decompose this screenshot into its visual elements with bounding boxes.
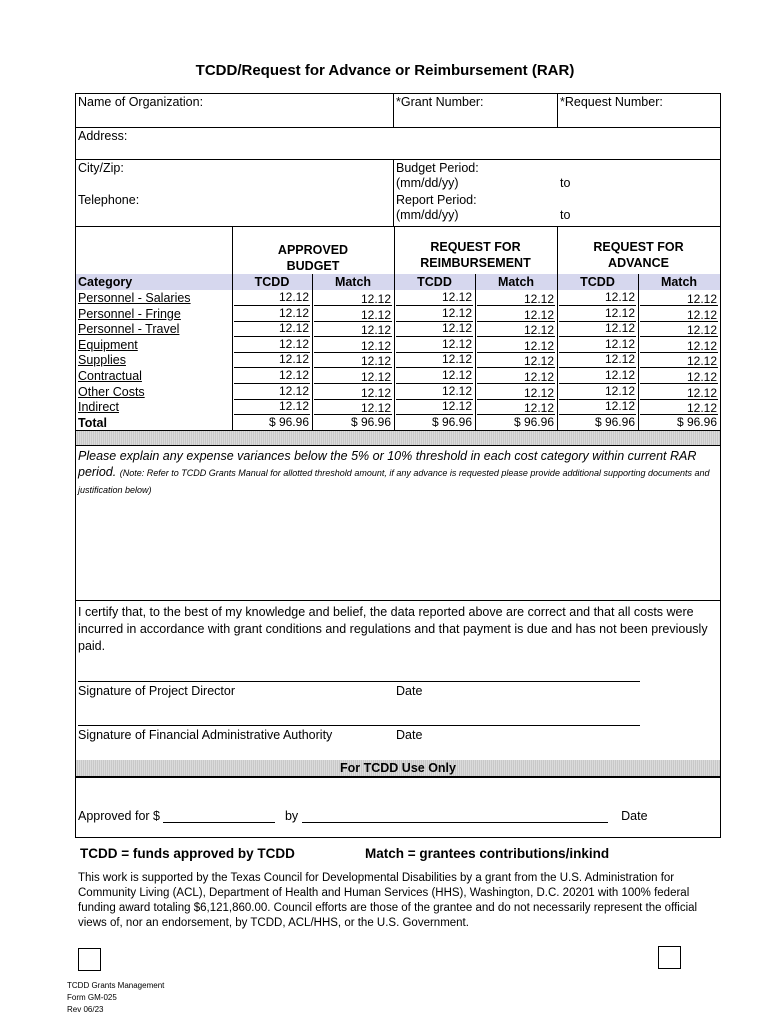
amount-cell[interactable]: 12.12 [441,368,472,382]
budget-period-label: Budget Period: [396,161,479,175]
amount-cell[interactable]: 12.12 [278,305,309,320]
amount-cell[interactable]: 12.12 [360,385,391,400]
amount-cell[interactable]: 12.12 [360,354,391,369]
reimbursement-header: REQUEST FOR REIMBURSEMENT [420,240,531,270]
cell-underline [314,305,392,306]
cell-underline [314,352,392,353]
amount-cell[interactable]: 12.12 [604,290,635,304]
amount-cell[interactable]: 12.12 [686,385,717,400]
amount-cell[interactable]: 12.12 [278,352,309,367]
amount-cell[interactable]: 12.12 [278,336,309,351]
amount-cell[interactable]: 12.12 [686,401,717,416]
divider [75,600,721,601]
divider [75,445,721,446]
amount-cell[interactable]: 12.12 [523,385,554,400]
total-cell[interactable]: $ 96.96 [350,414,391,429]
request-number-field[interactable]: *Request Number: [560,95,663,109]
financial-signature-label: Signature of Financial Administrative Authority [78,728,333,742]
cell-underline [314,367,392,368]
cell-underline [477,336,555,337]
divider [557,93,558,127]
category-label: Equipment [78,337,138,352]
amount-cell[interactable]: 12.12 [278,368,309,382]
category-label: Personnel - Salaries [78,291,191,305]
table-footer-band [76,431,720,445]
cell-underline [314,383,392,384]
director-signature-label: Signature of Project Director [78,684,236,698]
organization-name-field[interactable]: Name of Organization: [78,95,204,109]
cell-underline [477,383,555,384]
amount-cell[interactable]: 12.12 [604,336,635,351]
amount-cell[interactable]: 12.12 [441,399,472,414]
cell-underline [640,305,718,306]
budget-period-format[interactable]: (mm/dd/yy) [396,176,459,190]
amount-cell[interactable]: 12.12 [686,354,717,369]
checkbox-right[interactable] [658,946,681,969]
approved-amount-field[interactable] [163,822,275,823]
divider [75,127,721,128]
amount-cell[interactable]: 12.12 [523,323,554,338]
cell-underline [477,367,555,368]
amount-cell[interactable]: 12.12 [604,305,635,320]
cell-underline [640,321,718,322]
certification-statement: I certify that, to the best of my knowledge and belief, the data reported above are correct and that all costs were incurred in accordance with grant conditions and regulations and that payment is due and has not been previously paid. [78,605,708,653]
cell-underline [640,367,718,368]
amount-cell[interactable]: 12.12 [523,354,554,369]
report-period-label: Report Period: [396,193,477,207]
amount-cell[interactable]: 12.12 [360,370,391,384]
column-header-tcdd: TCDD [580,275,615,289]
total-cell[interactable]: $ 96.96 [676,414,717,429]
amount-cell[interactable]: 12.12 [441,336,472,351]
approved-label: Approved for $ [78,809,160,823]
amount-cell[interactable]: 12.12 [686,338,717,353]
tcdd-use-title: For TCDD Use Only [340,761,456,775]
amount-cell[interactable]: 12.12 [604,352,635,367]
cell-underline [477,321,555,322]
cell-underline [640,383,718,384]
amount-cell[interactable]: 12.12 [360,307,391,322]
amount-cell[interactable]: 12.12 [686,292,717,306]
city-zip-field[interactable]: City/Zip: [78,161,124,175]
amount-cell[interactable]: 12.12 [278,399,309,414]
amount-cell[interactable]: 12.12 [686,307,717,322]
divider [393,159,394,226]
cell-underline [314,336,392,337]
column-header-tcdd: TCDD [417,275,452,289]
amount-cell[interactable]: 12.12 [441,383,472,398]
divider [393,93,394,127]
divider [75,226,721,227]
cell-underline [640,352,718,353]
category-label: Personnel - Travel [78,322,180,337]
amount-cell[interactable]: 12.12 [360,323,391,338]
amount-cell[interactable]: 12.12 [523,370,554,384]
amount-cell[interactable]: 12.12 [278,383,309,398]
amount-cell[interactable]: 12.12 [523,338,554,353]
form-footer [67,980,164,1016]
category-header: Category [78,275,133,289]
category-label: Indirect [78,400,119,415]
cell-underline [477,352,555,353]
amount-cell[interactable]: 12.12 [441,290,472,304]
advance-header: REQUEST FOR ADVANCE [593,240,684,270]
support-statement: This work is supported by the Texas Council for Developmental Disabilities by a grant from the U.S. Administration for Community Living (ACL), Department of Health and Human Services (HHS), Washington, D.C. 20201 with 100% federal funding award totaling $6,121,860.00. Council efforts are those of the grantee and do not necessarily represent the official views of, nor an endorsement, by TCDD, ACL/HHS, or the U.S. Government. [78,872,698,929]
cell-underline [314,321,392,322]
amount-cell[interactable]: 12.12 [523,292,554,306]
approved-amount-row [78,809,648,823]
report-period-to: to [560,208,571,222]
category-label: Supplies [78,353,126,368]
approved-date-label: Date [621,809,648,823]
amount-cell[interactable]: 12.12 [278,321,309,336]
category-label: Contractual [78,369,142,383]
cell-underline [314,399,392,400]
total-cell[interactable]: $ 96.96 [268,414,309,429]
financial-date-label: Date [396,728,423,742]
report-period-format[interactable]: (mm/dd/yy) [396,208,459,222]
total-cell[interactable]: $ 96.96 [513,414,554,429]
cell-underline [477,399,555,400]
cell-underline [640,336,718,337]
column-header-match: Match [334,275,372,289]
category-label: Other Costs [78,384,145,399]
amount-cell[interactable]: 12.12 [441,305,472,320]
amount-cell[interactable]: 12.12 [686,323,717,338]
director-date-label: Date [396,684,423,698]
variance-explanation-field[interactable]: Please explain any expense variances below the 5% or 10% threshold in each cost category within current RAR period. (Note: Refer to TCDD Grants Manual for allotted threshold amount, if any advance is requested please provide additional supporting documents and justification below) [78,449,710,495]
financial-signature-line[interactable] [78,725,640,726]
total-cell[interactable]: $ 96.96 [431,414,472,429]
column-header-tcdd: TCDD [254,275,290,289]
footer-line: Form GM-025 [67,993,117,1002]
amount-cell[interactable]: 12.12 [360,338,391,353]
variance-note: (Note: Refer to TCDD Grants Manual for allotted threshold amount, if any advance is requested please provide additional supporting documents and justification below) [78,468,710,495]
amount-cell[interactable]: 12.12 [523,401,554,416]
amount-cell[interactable]: 12.12 [441,321,472,336]
amount-cell[interactable]: 12.12 [441,352,472,367]
amount-cell[interactable]: 12.12 [686,370,717,384]
budget-period-to: to [560,176,571,190]
amount-cell[interactable]: 12.12 [360,401,391,416]
amount-cell[interactable]: 12.12 [523,307,554,322]
divider [75,159,721,160]
cell-underline [640,399,718,400]
total-row-label: Total [78,415,107,430]
amount-cell[interactable]: 12.12 [604,399,635,414]
amount-cell[interactable]: 12.12 [360,292,391,306]
amount-cell[interactable]: 12.12 [278,290,309,304]
tcdd-use-box [75,776,721,838]
cell-underline [477,305,555,306]
amount-cell[interactable]: 12.12 [604,321,635,336]
category-label: Personnel - Fringe [78,306,181,321]
approved-budget-header: APPROVED BUDGET [277,243,349,273]
column-header-match: Match [660,275,698,289]
amount-cell[interactable]: 12.12 [604,368,635,382]
approved-by-field[interactable] [302,822,608,823]
footer-line: Rev 06/23 [67,1005,104,1014]
by-label: by [284,809,299,823]
page-title: TCDD/Request for Advance or Reimbursement (RAR) [195,62,575,79]
tcdd-legend: TCDD = funds approved by TCDD [80,846,295,861]
match-legend: Match = grantees contributions/inkind [365,846,610,861]
address-field[interactable]: Address: [78,129,128,143]
director-signature-line[interactable] [78,681,640,682]
footer-line: TCDD Grants Management [67,981,165,990]
amount-cell[interactable]: 12.12 [604,383,635,398]
telephone-field[interactable]: Telephone: [78,193,140,207]
total-cell[interactable]: $ 96.96 [594,414,635,429]
column-header-match: Match [497,275,535,289]
checkbox-left[interactable] [78,948,101,971]
grant-number-field[interactable]: *Grant Number: [396,95,484,109]
